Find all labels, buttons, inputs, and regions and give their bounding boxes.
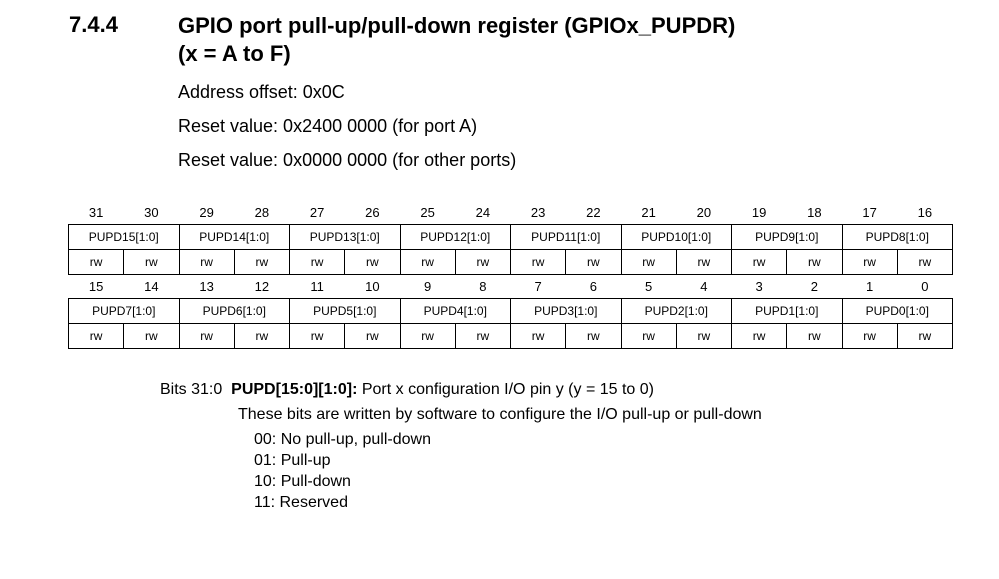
field-cell: PUPD7[1:0] (69, 299, 180, 324)
bits-description-detail: These bits are written by software to configure the I/O pull-up or pull-down (238, 406, 762, 423)
access-cell: rw (787, 324, 842, 349)
access-row (69, 324, 953, 349)
access-cell: rw (290, 324, 345, 349)
bit-number: 22 (586, 204, 601, 220)
bit-number: 23 (530, 204, 546, 220)
access-row (69, 250, 953, 275)
access-cell: rw (511, 250, 566, 275)
bit-number: 20 (696, 204, 712, 220)
bit-number: 24 (475, 204, 491, 220)
access-cell: rw (897, 324, 952, 349)
section-title (178, 12, 735, 68)
access-cell: rw (179, 250, 234, 275)
access-cell: rw (124, 250, 179, 275)
field-name: PUPD[15:0][1:0]: (231, 381, 358, 398)
bit-number: 9 (424, 278, 432, 294)
bit-number: 3 (755, 278, 763, 294)
bit-number: 6 (589, 278, 597, 294)
field-cell: PUPD8[1:0] (842, 225, 953, 250)
bit-number: 10 (365, 278, 380, 294)
bit-number: 29 (199, 204, 214, 220)
field-cell: PUPD0[1:0] (842, 299, 953, 324)
access-cell: rw (400, 250, 455, 275)
bit-number: 26 (365, 204, 380, 220)
access-cell: rw (842, 324, 897, 349)
bit-number: 5 (645, 278, 653, 294)
bit-number: 7 (534, 278, 542, 294)
bit-number: 14 (144, 278, 159, 294)
access-cell: rw (621, 250, 676, 275)
field-cell: PUPD9[1:0] (732, 225, 843, 250)
access-cell: rw (400, 324, 455, 349)
field-cell: PUPD14[1:0] (179, 225, 290, 250)
access-cell: rw (234, 324, 289, 349)
section-number: 7.4.4 (69, 12, 118, 37)
address-offset: Address offset: 0x0C (178, 82, 345, 102)
field-cell: PUPD10[1:0] (621, 225, 732, 250)
access-cell: rw (732, 324, 787, 349)
bit-number: 17 (862, 204, 877, 220)
access-cell: rw (732, 250, 787, 275)
bit-number: 8 (479, 278, 487, 294)
field-cell: PUPD5[1:0] (290, 299, 401, 324)
field-cell: PUPD13[1:0] (290, 225, 401, 250)
bit-number: 31 (88, 204, 104, 220)
bit-number: 25 (420, 204, 435, 220)
value-option: 10: Pull-down (254, 473, 351, 490)
access-cell: rw (290, 250, 345, 275)
bit-number: 13 (199, 278, 214, 294)
access-cell: rw (179, 324, 234, 349)
access-cell: rw (455, 250, 510, 275)
bit-number: 21 (641, 204, 656, 220)
bit-number-row (69, 200, 953, 225)
bit-number: 0 (921, 278, 929, 294)
field-row (69, 299, 953, 324)
field-summary: Port x configuration I/O pin y (y = 15 to 0) (361, 381, 654, 398)
field-cell: PUPD1[1:0] (732, 299, 843, 324)
field-cell: PUPD6[1:0] (179, 299, 290, 324)
bit-number-row (69, 274, 953, 299)
access-cell: rw (511, 324, 566, 349)
field-cell: PUPD12[1:0] (400, 225, 511, 250)
access-cell: rw (455, 324, 510, 349)
access-cell: rw (566, 324, 621, 349)
access-cell: rw (69, 250, 124, 275)
field-row (69, 225, 953, 250)
bit-number: 16 (917, 204, 933, 220)
access-cell: rw (345, 324, 400, 349)
field-cell: PUPD4[1:0] (400, 299, 511, 324)
access-cell: rw (69, 324, 124, 349)
bit-number: 12 (254, 278, 270, 294)
value-option: 01: Pull-up (254, 452, 331, 469)
access-cell: rw (842, 250, 897, 275)
access-cell: rw (787, 250, 842, 275)
bits-range-label: Bits 31:0 (160, 381, 223, 398)
access-cell: rw (234, 250, 289, 275)
field-cell: PUPD11[1:0] (511, 225, 622, 250)
section-title-line2: (x = A to F) (178, 41, 291, 66)
access-cell: rw (676, 250, 731, 275)
reset-value-port-a: Reset value: 0x2400 0000 (for port A) (178, 116, 478, 136)
section-title-line1: GPIO port pull-up/pull-down register (GPIOx_PUPDR) (178, 13, 736, 38)
register-map-lower (68, 274, 953, 349)
access-cell: rw (345, 250, 400, 275)
value-option: 00: No pull-up, pull-down (254, 431, 431, 448)
bit-number: 11 (310, 278, 324, 294)
access-cell: rw (621, 324, 676, 349)
bit-number: 4 (700, 278, 708, 294)
field-cell: PUPD3[1:0] (511, 299, 622, 324)
access-cell: rw (124, 324, 179, 349)
access-cell: rw (566, 250, 621, 275)
bit-number: 19 (751, 204, 767, 220)
bit-number: 1 (866, 278, 874, 294)
bits-description-header (160, 381, 654, 399)
field-cell: PUPD2[1:0] (621, 299, 732, 324)
register-map-upper (68, 200, 953, 275)
bit-number: 2 (810, 278, 818, 294)
bit-number: 30 (144, 204, 159, 220)
field-cell: PUPD15[1:0] (69, 225, 180, 250)
bit-number: 27 (309, 204, 325, 220)
bit-number: 18 (807, 204, 822, 220)
access-cell: rw (897, 250, 952, 275)
value-option: 11: Reserved (254, 494, 348, 511)
access-cell: rw (676, 324, 731, 349)
reset-value-other-ports: Reset value: 0x0000 0000 (for other ports) (178, 150, 517, 170)
bit-number: 15 (88, 278, 104, 294)
bit-number: 28 (254, 204, 270, 220)
